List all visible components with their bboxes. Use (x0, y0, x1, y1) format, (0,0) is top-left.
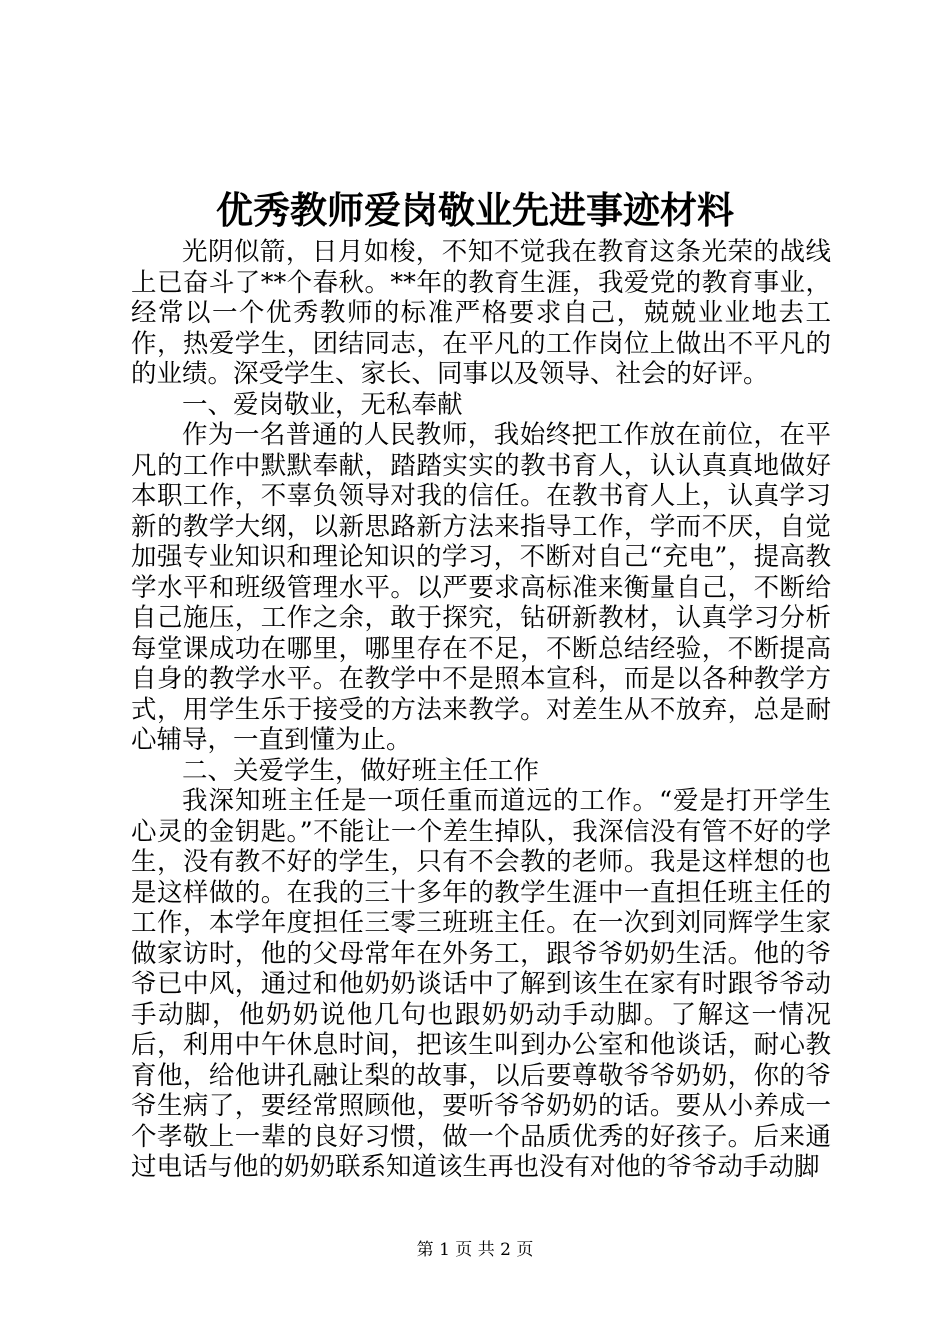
page-footer: 第 1 页 共 2 页 (416, 1240, 534, 1260)
document-body (131, 237, 831, 1183)
section-heading-2: 二、关爱学生，做好班主任工作 (182, 755, 540, 786)
paragraph-section-2: 我深知班主任是一项任重而道远的工作。“爱是打开学生心灵的金钥匙。”不能让一个差生掉队，我深信没有管不好的学生，没有教不好的学生，只有不会教的老师。我是这样想的也是这样做的。在我的三十多年的教学生涯中一直担任班主任的工作，本学年度担任三零三班班主任。在一次到刘同辉学生家做家访时，他的父母常年在外务工，跟爷爷奶奶生活。他的爷爷已中风，通过和他奶奶谈话中了解到该生在家有时跟爷爷动手动脚，他奶奶说他几句也跟奶奶动手动脚。了解这一情况后，利用中午休息时间，把该生叫到办公室和他谈话，耐心教育他，给他讲孔融让梨的故事，以后要尊敬爷爷奶奶，你的爷爷生病了，要经常照顾他，要听爷爷奶奶的话。要从小养成一个孝敬上一辈的良好习惯，做一个品质优秀的好孩子。后来通过电话与他的奶奶联系知道该生再也没有对他的爷爷动手动脚 (131, 786, 831, 1182)
paragraph-section-1: 作为一名普通的人民教师，我始终把工作放在前位，在平凡的工作中默默奉献，踏踏实实的教书育人，认认真真地做好本职工作，不辜负领导对我的信任。在教书育人上，认真学习新的教学大纲，以新思路新方法来指导工作，学而不厌，自觉加强专业知识和理论知识的学习，不断对自己“充电”，提高教学水平和班级管理水平。以严要求高标准来衡量自己，不断给自己施压，工作之余，敢于探究，钻研新教材，认真学习分析每堂课成功在哪里，哪里存在不足，不断总结经验，不断提高自身的教学水平。在教学中不是照本宣科，而是以各种教学方式，用学生乐于接受的方法来教学。对差生从不放弃，总是耐心辅导，一直到懂为止。 (131, 420, 831, 755)
section-heading-1: 一、爱岗敬业，无私奉献 (182, 389, 463, 420)
paragraph-intro: 光阴似箭，日月如梭，不知不觉我在教育这条光荣的战线上已奋斗了**个春秋。**年的教育生涯，我爱党的教育事业，经常以一个优秀教师的标准严格要求自己，兢兢业业地去工作，热爱学生，团结同志，在平凡的工作岗位上做出不平凡的的业绩。深受学生、家长、同事以及领导、社会的好评。 (131, 237, 831, 389)
document-title: 优秀教师爱岗敬业先进事迹材料 (216, 188, 734, 232)
